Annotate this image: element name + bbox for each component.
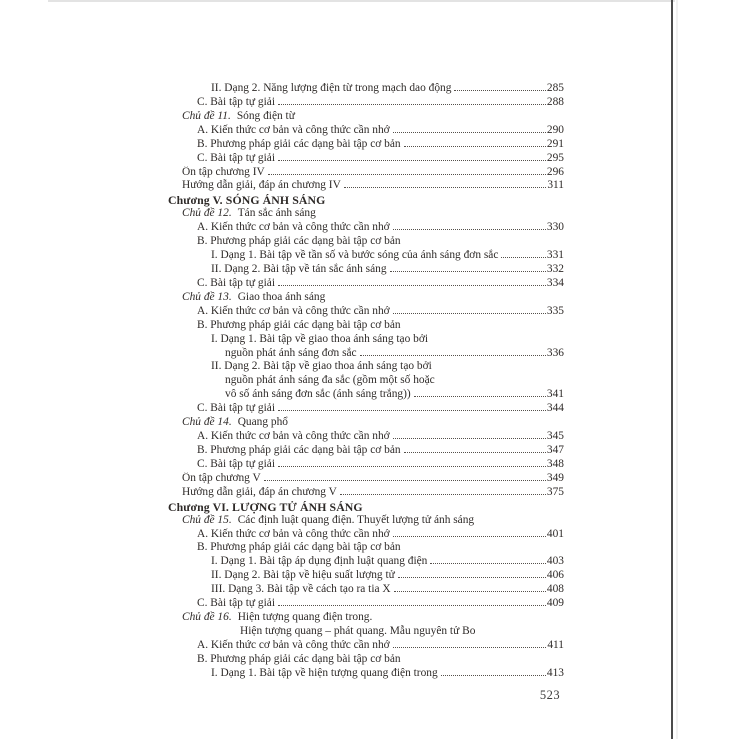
toc-entry (168, 388, 564, 402)
toc-entry-title: II. Dạng 2. Năng lượng điện từ trong mạch dao động (211, 82, 452, 94)
toc-entry (168, 416, 564, 430)
toc-entry (168, 347, 564, 361)
toc-entry-title: B. Phương pháp giải các dạng bài tập cơ bản (197, 652, 401, 665)
toc-entry-title: Các định luật quang điện. Thuyết lượng tử ánh sáng (237, 513, 475, 526)
toc-entry-title: A. Kiến thức cơ bản và công thức cần nhớ (197, 123, 390, 136)
toc-entry (168, 639, 564, 653)
toc-entry-page: 347 (546, 443, 564, 456)
dot-leader (414, 396, 546, 397)
toc-entry-page: 403 (546, 555, 564, 568)
dot-leader (398, 577, 546, 578)
toc-entry (168, 124, 564, 138)
table-of-contents (168, 82, 564, 681)
toc-entry-title: Hiện tượng quang điện trong. (237, 611, 373, 624)
toc-entry-page: 348 (546, 457, 564, 470)
toc-entry (168, 291, 564, 305)
toc-entry-title: Sóng điện từ (236, 109, 295, 122)
dot-leader (393, 438, 546, 439)
toc-entry (168, 263, 564, 277)
dot-leader (393, 313, 546, 314)
dot-leader (393, 132, 546, 133)
toc-entry-page: 331 (546, 249, 564, 262)
toc-entry (168, 611, 564, 625)
toc-entry-topic-label: Chủ đề 11. (182, 109, 231, 122)
toc-entry (168, 569, 564, 583)
toc-entry-title: C. Bài tập tự giải (197, 597, 275, 610)
toc-entry-page: 330 (546, 221, 564, 234)
toc-entry (168, 96, 564, 110)
dot-leader (393, 536, 546, 537)
dot-leader (393, 647, 547, 648)
toc-entry-page: 406 (546, 569, 564, 582)
toc-entry (168, 277, 564, 291)
toc-entry-page: 408 (546, 583, 564, 596)
toc-entry-page: 413 (546, 666, 564, 679)
toc-entry (168, 221, 564, 235)
toc-entry-topic-label: Chủ đề 16. (182, 611, 232, 624)
toc-entry-title: B. Phương pháp giải các dạng bài tập cơ bản (197, 318, 401, 331)
toc-entry (168, 597, 564, 611)
dot-leader (278, 466, 546, 467)
dot-leader (278, 160, 546, 161)
toc-entry-page: 344 (546, 402, 564, 415)
toc-entry-title: Hiện tượng quang – phát quang. Mẫu nguyên tử Bo (240, 624, 476, 637)
toc-entry-title: C. Bài tập tự giải (197, 402, 275, 415)
toc-entry-title: Ôn tập chương IV (182, 165, 265, 178)
dot-leader (404, 146, 546, 147)
toc-entry-title: nguồn phát ánh sáng đa sắc (gồm một số hoặc (225, 374, 435, 387)
toc-entry-page: 349 (546, 471, 564, 484)
toc-entry-page: 291 (546, 137, 564, 150)
toc-entry-title: Hướng dẫn giải, đáp án chương IV (182, 179, 341, 192)
dot-leader (394, 591, 546, 592)
toc-entry (168, 138, 564, 152)
dot-leader (264, 480, 546, 481)
toc-entry-title: I. Dạng 1. Bài tập về tần số và bước sóng của ánh sáng đơn sắc (211, 249, 499, 262)
dot-leader (278, 104, 546, 105)
toc-entry-topic-label: Chủ đề 15. (182, 513, 232, 526)
toc-entry (168, 166, 564, 180)
page-right-edge (671, 0, 673, 739)
toc-entry-title: Hướng dẫn giải, đáp án chương V (182, 485, 337, 498)
toc-entry (168, 625, 564, 639)
toc-entry-page: 296 (546, 165, 564, 178)
dot-leader (390, 271, 546, 272)
toc-entry (168, 360, 564, 374)
toc-entry-title: Tán sắc ánh sáng (237, 207, 316, 220)
toc-entry-title: II. Dạng 2. Bài tập về giao thoa ánh sáng tạo bởi (211, 360, 432, 373)
dot-leader (454, 90, 545, 91)
toc-entry-page: 290 (546, 123, 564, 136)
toc-entry-page: 288 (546, 95, 564, 108)
toc-entry (168, 110, 564, 124)
toc-entry-page: 341 (546, 388, 564, 401)
toc-entry-page: 411 (547, 638, 564, 651)
toc-entry-title: B. Phương pháp giải các dạng bài tập cơ bản (197, 137, 401, 150)
toc-entry (168, 500, 564, 514)
toc-entry-title: A. Kiến thức cơ bản và công thức cần nhớ (197, 221, 390, 234)
dot-leader (360, 355, 546, 356)
toc-entry-title: A. Kiến thức cơ bản và công thức cần nhớ (197, 430, 390, 443)
toc-entry (168, 82, 564, 96)
dot-leader (393, 229, 546, 230)
dot-leader (441, 675, 546, 676)
toc-entry-page: 285 (546, 82, 564, 94)
toc-entry-page: 332 (546, 262, 564, 275)
toc-entry-title: C. Bài tập tự giải (197, 151, 275, 164)
toc-entry-page: 311 (547, 179, 564, 192)
toc-entry-topic-label: Chủ đề 13. (182, 290, 232, 303)
toc-entry-page: 336 (546, 346, 564, 359)
toc-entry (168, 583, 564, 597)
dot-leader (278, 605, 546, 606)
dot-leader (278, 285, 546, 286)
dot-leader (340, 494, 546, 495)
toc-entry (168, 193, 564, 207)
toc-entry-page: 335 (546, 304, 564, 317)
dot-leader (501, 257, 545, 258)
toc-entry-title: II. Dạng 2. Bài tập về hiệu suất lượng tử (211, 569, 395, 582)
toc-entry-page: 295 (546, 151, 564, 164)
toc-entry (168, 444, 564, 458)
toc-entry-title: C. Bài tập tự giải (197, 276, 275, 289)
toc-entry (168, 486, 564, 500)
toc-entry (168, 333, 564, 347)
toc-entry (168, 179, 564, 193)
toc-entry-page: 375 (546, 485, 564, 498)
toc-entry (168, 374, 564, 388)
toc-entry (168, 458, 564, 472)
toc-entry-title: I. Dạng 1. Bài tập áp dụng định luật quang điện (211, 555, 428, 568)
toc-entry-title: Ôn tập chương V (182, 471, 261, 484)
toc-entry (168, 152, 564, 166)
toc-entry (168, 319, 564, 333)
toc-entry-title: II. Dạng 2. Bài tập về tán sắc ánh sáng (211, 262, 387, 275)
toc-entry-title: Quang phổ (237, 416, 288, 429)
toc-entry-page: 345 (546, 430, 564, 443)
toc-entry (168, 207, 564, 221)
toc-entry (168, 541, 564, 555)
toc-entry (168, 402, 564, 416)
toc-entry (168, 514, 564, 528)
dot-leader (404, 452, 546, 453)
toc-entry-page: 334 (546, 276, 564, 289)
dot-leader (344, 187, 546, 188)
toc-entry-title: C. Bài tập tự giải (197, 457, 275, 470)
toc-entry-title: B. Phương pháp giải các dạng bài tập cơ bản (197, 541, 401, 554)
toc-entry (168, 305, 564, 319)
toc-entry (168, 653, 564, 667)
toc-entry-title: C. Bài tập tự giải (197, 95, 275, 108)
dot-leader (430, 563, 546, 564)
toc-entry-title: I. Dạng 1. Bài tập về hiện tượng quang điện trong (211, 666, 438, 679)
toc-entry-page: 409 (546, 597, 564, 610)
page-top-edge (48, 0, 675, 2)
toc-entry-title: B. Phương pháp giải các dạng bài tập cơ bản (197, 235, 401, 248)
toc-entry-page: 401 (546, 527, 564, 540)
toc-entry-title: A. Kiến thức cơ bản và công thức cần nhớ (197, 638, 390, 651)
toc-entry-title: III. Dạng 3. Bài tập về cách tạo ra tia X (211, 583, 391, 596)
toc-entry (168, 249, 564, 263)
toc-entry-title: vô số ánh sáng đơn sắc (ánh sáng trắng)) (225, 388, 411, 401)
page-right-edge-highlight (676, 0, 678, 739)
dot-leader (278, 410, 546, 411)
toc-entry-title: A. Kiến thức cơ bản và công thức cần nhớ (197, 527, 390, 540)
toc-entry-title: Chương VI. LƯỢNG TỬ ÁNH SÁNG (168, 499, 363, 514)
toc-entry (168, 667, 564, 681)
toc-entry-topic-label: Chủ đề 12. (182, 207, 232, 220)
dot-leader (268, 174, 546, 175)
toc-entry (168, 472, 564, 486)
toc-entry-title: Chương V. SÓNG ÁNH SÁNG (168, 193, 326, 208)
toc-entry (168, 555, 564, 569)
toc-entry-title: nguồn phát ánh sáng đơn sắc (225, 346, 357, 359)
folio-page-number: 523 (539, 688, 561, 702)
toc-entry (168, 430, 564, 444)
toc-entry-topic-label: Chủ đề 14. (182, 416, 232, 429)
toc-entry-title: Giao thoa ánh sáng (237, 290, 326, 303)
toc-entry-title: I. Dạng 1. Bài tập về giao thoa ánh sáng tạo bởi (211, 332, 429, 345)
toc-entry-title: A. Kiến thức cơ bản và công thức cần nhớ (197, 304, 390, 317)
toc-entry (168, 235, 564, 249)
toc-entry-title: B. Phương pháp giải các dạng bài tập cơ bản (197, 443, 401, 456)
toc-entry (168, 528, 564, 542)
